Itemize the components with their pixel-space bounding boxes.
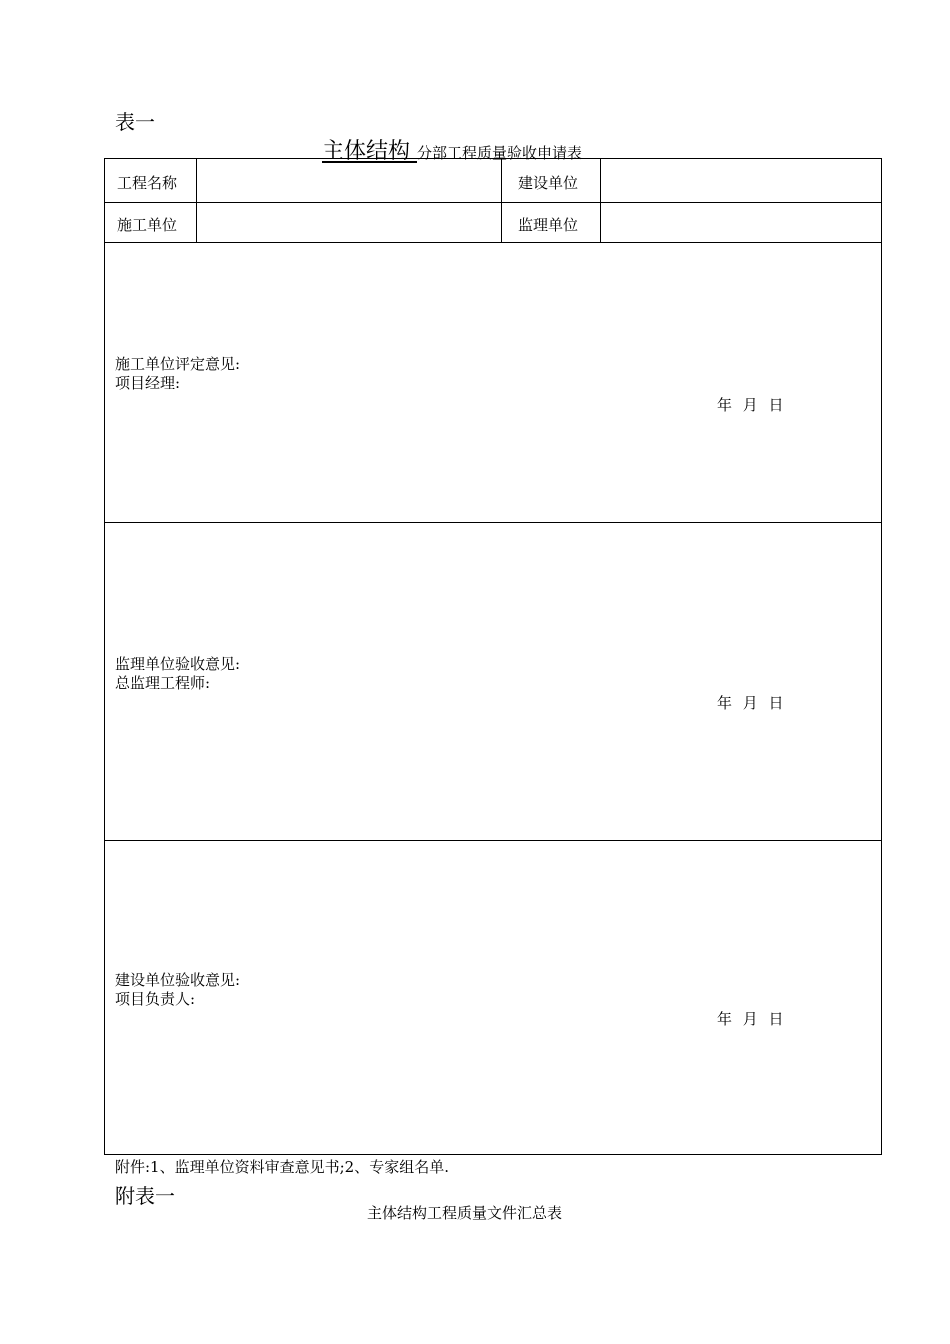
supervision-unit-label: 监理单位	[518, 216, 579, 234]
construction-opinion-section	[115, 355, 240, 393]
supervision-opinion-section	[115, 655, 240, 693]
row-divider	[105, 242, 881, 243]
owner-date: 年 月 日	[717, 1010, 785, 1028]
acceptance-form	[104, 158, 882, 1155]
construction-opinion-label: 施工单位评定意见:	[115, 355, 241, 373]
column-divider	[501, 159, 502, 242]
row-divider	[105, 202, 881, 203]
owner-opinion-section	[115, 971, 240, 1009]
section-divider	[105, 522, 881, 523]
owner-unit-label: 建设单位	[518, 174, 579, 192]
construction-date: 年 月 日	[717, 396, 785, 414]
attachment-note: 附件:1、监理单位资料审查意见书;2、专家组名单.	[115, 1158, 449, 1176]
chief-engineer-label: 总监理工程师:	[115, 674, 211, 692]
owner-opinion-label: 建设单位验收意见:	[115, 971, 241, 989]
column-divider	[196, 159, 197, 242]
table-label: 表一	[115, 110, 155, 134]
title-sub: 分部工程质量验收申请表	[417, 144, 583, 162]
title-main: 主体结构	[322, 139, 417, 164]
appendix-label: 附表一	[115, 1184, 175, 1208]
section-divider	[105, 840, 881, 841]
project-manager-label: 项目经理:	[115, 374, 181, 392]
project-name-label: 工程名称	[117, 174, 178, 192]
appendix-title: 主体结构工程质量文件汇总表	[367, 1204, 563, 1222]
supervision-date: 年 月 日	[717, 694, 785, 712]
column-divider	[600, 159, 601, 242]
supervision-opinion-label: 监理单位验收意见:	[115, 655, 241, 673]
construction-unit-label: 施工单位	[117, 216, 178, 234]
project-leader-label: 项目负责人:	[115, 990, 196, 1008]
